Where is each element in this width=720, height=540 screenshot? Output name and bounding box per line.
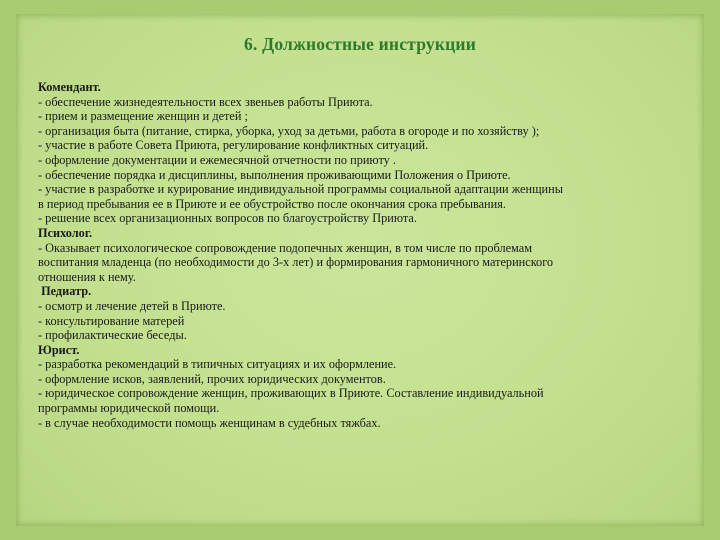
list-item: - оформление исков, заявлений, прочих юридических документов. bbox=[38, 371, 386, 386]
list-item: - разработка рекомендаций в типичных ситуациях и их оформление. bbox=[38, 357, 397, 372]
list-item: - организация быта (питание, стирка, уборка, уход за детьми, работа в огороде и по хозяйству ); bbox=[38, 123, 540, 138]
list-item: программы юридической помощи. bbox=[38, 401, 220, 416]
list-item: - консультирование матерей bbox=[38, 313, 185, 328]
list-item: отношения к нему. bbox=[38, 269, 136, 284]
section-heading-pediatrician: Педиатр. bbox=[38, 284, 92, 299]
list-item: - Оказывает психологическое сопровождение подопечных женщин, в том числе по проблемам bbox=[38, 240, 532, 255]
section-heading-lawyer: Юрист. bbox=[38, 342, 80, 357]
list-item: воспитания младенца (по необходимости до 3-х лет) и формирования гармоничного материнского bbox=[38, 255, 554, 270]
section-heading-psychologist: Психолог. bbox=[38, 225, 93, 240]
list-item: - оформление документации и ежемесячной отчетности по приюту . bbox=[38, 152, 396, 167]
list-item: - обеспечение жизнедеятельности всех звеньев работы Приюта. bbox=[38, 94, 373, 109]
list-item: - в случае необходимости помощь женщинам в судебных тяжбах. bbox=[38, 415, 381, 430]
section-heading-commandant: Комендант. bbox=[38, 80, 101, 94]
list-item: - участие в работе Совета Приюта, регулирование конфликтных ситуаций. bbox=[38, 138, 429, 153]
list-item: - прием и размещение женщин и детей ; bbox=[38, 109, 248, 124]
list-item: - осмотр и лечение детей в Приюте. bbox=[38, 298, 226, 313]
list-item: - участие в разработке и курирование индивидуальной программы социальной адаптации женщины bbox=[38, 182, 563, 197]
list-item: - решение всех организационных вопросов по благоустройству Приюта. bbox=[38, 211, 417, 226]
slide-title: 6. Должностные инструкции bbox=[244, 34, 476, 54]
list-item: - юридическое сопровождение женщин, проживающих в Приюте. Составление индивидуальной bbox=[38, 386, 544, 401]
list-item: - профилактические беседы. bbox=[38, 328, 187, 343]
slide-content bbox=[38, 80, 688, 430]
list-item: - обеспечение порядка и дисциплины, выполнения проживающими Положения о Приюте. bbox=[38, 167, 511, 182]
list-item: в период пребывания ее в Приюте и ее обустройство после окончания срока пребывания. bbox=[38, 196, 506, 211]
